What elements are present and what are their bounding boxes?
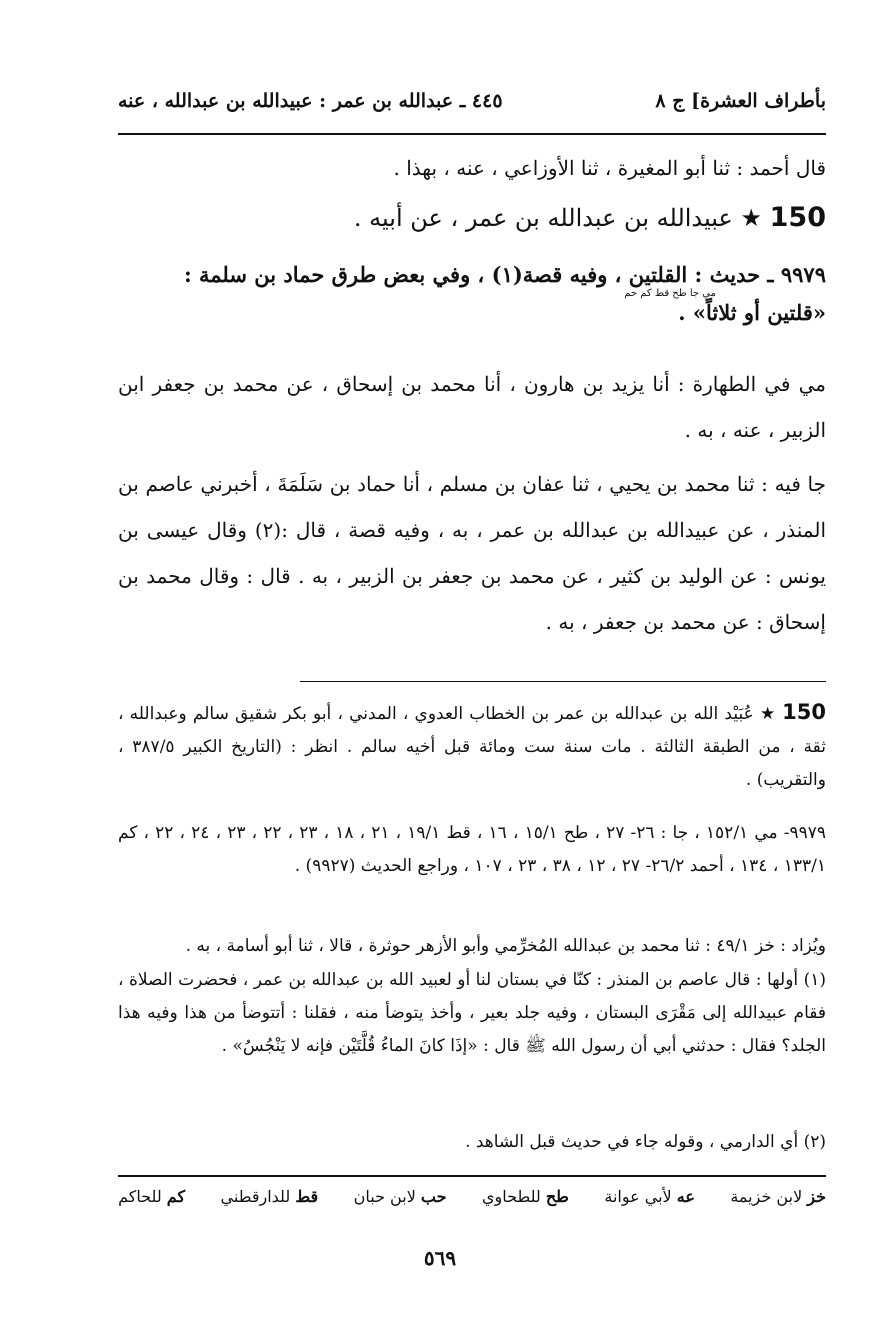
page-number: ٥٦٩ — [423, 1246, 457, 1270]
paragraph-jarud: جا فيه : ثنا محمد بن يحيي ، ثنا عفان بن مسلم ، أنا حماد بن سَلَمَةَ ، أخبرني عاصم بن المنذر ، عن عبيدالله بن عبدالله بن عمر ، به ، وفيه قصة ، قال :(٢) وقال عيسى بن يونس : عن الوليد بن كثير ، عن محمد بن جعفر بن الزبير ، به . قال : وقال محمد بن إسحاق : عن محمد بن جعفر ، به . — [118, 472, 827, 634]
running-header — [118, 86, 826, 116]
note-150 — [118, 696, 826, 797]
abbrev-item: خز لابن خزيمة — [730, 1187, 826, 1206]
footnote-rule — [300, 681, 826, 682]
star-icon: ★ — [759, 704, 776, 724]
footnote-2: (٢) أي الدارمي ، وقوله جاء في حديث قبل الشاهد . — [465, 1132, 826, 1152]
abbrev-item: حب لابن حبان — [353, 1187, 447, 1206]
footnote-1: (١) أولها : قال عاصم بن المنذر : كنّا في بستان لنا أو لعبيد الله بن عبدالله بن عمر ، فحضرت الصلاة ، فقام عبيدالله إلى مَقْرَى البستان ، وفيه جلد بعير ، وأخذ يتوضأ منه ، فقلنا : أتتوضأ من هذا وفيه هذا الجلد؟ فقال : حدثني أبي أن رسول الله ﷺ قال : «إذَا كانَ الماءُ قُلَّتَيْن فإنه لا يَنْجُسُ» . — [118, 970, 826, 1056]
abbrev-item: قط للدارقطني — [220, 1187, 319, 1206]
section-title: عبيدالله بن عبدالله بن عمر ، عن أبيه . — [353, 204, 733, 232]
note-150-text: عُبَيْد الله بن عبدالله بن عمر بن الخطاب العدوي ، المدني ، أبو بكر شقيق سالم وعبدالله ، ثقة ، من الطبقة الثالثة . مات سنة ست ومائة قبل أخيه سالم . انظر : (التاريخ الكبير ٣٨٧/٥ ، والتقريب) . — [118, 704, 826, 790]
header-rule — [118, 133, 826, 135]
hadith-title: ٩٩٧٩ ـ حديث : القلتين ، وفيه قصة(١) ، وفي بعض طرق حماد بن سلمة : — [183, 262, 826, 287]
hadith-sigla: مي جا طح قط كم حم — [624, 288, 716, 299]
header-title: ٤٤٥ ـ عبدالله بن عمر : عبيدالله بن عبدالله ، عنه — [118, 90, 503, 112]
abbrev-item: عه لأبي عوانة — [604, 1187, 695, 1206]
abbrev-item: كم للحاكم — [118, 1187, 186, 1206]
abbrev-rule — [118, 1175, 826, 1177]
hadith-heading — [118, 262, 826, 326]
hadith-quote: «قلتين أو ثلاثاً» . — [678, 300, 826, 325]
section-number: 150 — [769, 202, 826, 233]
section-heading — [300, 198, 826, 238]
abbrev-item: طح للطحاوي — [481, 1187, 569, 1206]
star-icon: ★ — [740, 204, 762, 232]
note-number: 150 — [782, 700, 826, 724]
note-9979: ٩٩٧٩- مي ١٥٢/١ ، جا : ٢٦- ٢٧ ، طح ١٥/١ ، ١٦ ، قط ١٩/١ ، ٢١ ، ١٨ ، ٢٣ ، ٢٢ ، ٢٣ ، ٢٤ ، ٢٢ ، كم ١٣٣/١ ، ١٣٤ ، أحمد ٢٦/٢- ٢٧ ، ١٢ ، ٣٨ ، ٢٣ ، ١٠٧ ، وراجع الحديث (٩٩٢٧) . — [118, 823, 826, 876]
abbreviation-key — [118, 1187, 826, 1206]
intro-line: قال أحمد : ثنا أبو المغيرة ، ثنا الأوزاعي ، عنه ، بهذا . — [393, 156, 826, 180]
paragraph-darimi: مي في الطهارة : أنا يزيد بن هارون ، أنا محمد بن إسحاق ، عن محمد بن جعفر ابن الزبير ، عنه ، به . — [118, 372, 826, 442]
header-volume: بأطراف العشرة] ج ٨ — [655, 90, 826, 112]
note-yuzad: ويُزاد : خز ٤٩/١ : ثنا محمد بن عبدالله المُخرِّمي وأبو الأزهر حوثرة ، قالا ، ثنا أبو أسامة ، به . — [185, 936, 826, 956]
